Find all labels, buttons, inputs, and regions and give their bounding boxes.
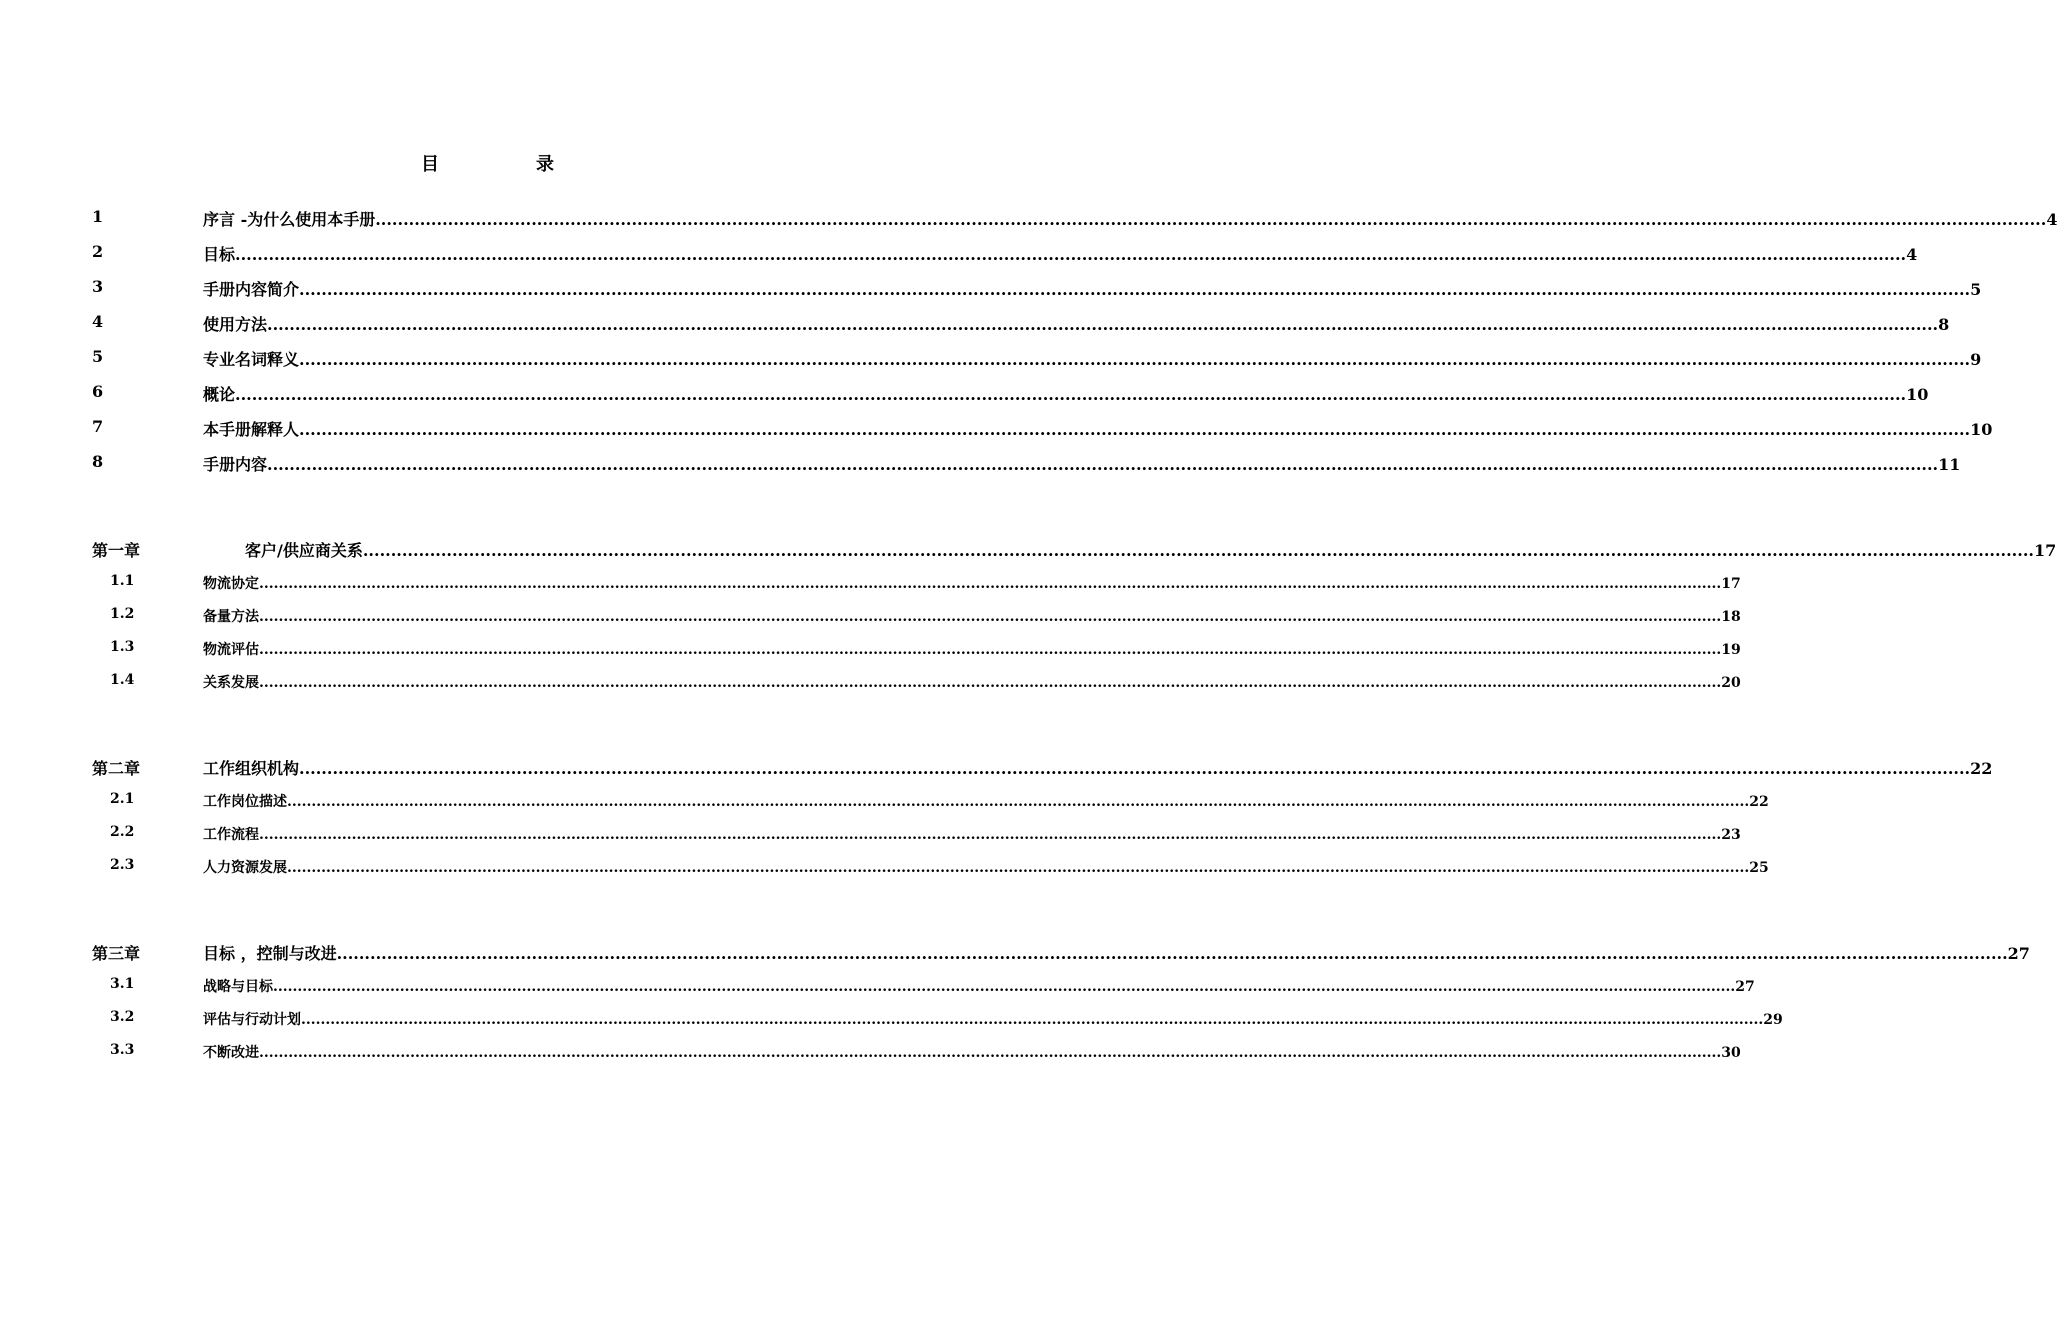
chapter-title: 工作组织机构 <box>203 759 300 778</box>
toc-entry-3[interactable] <box>0 277 1982 301</box>
toc-entry-text: 专业名词释义 <box>203 350 300 369</box>
subentry-number: 2.3 <box>110 857 135 873</box>
toc-chapter-2[interactable] <box>0 756 1993 780</box>
toc-subentry-1-3[interactable] <box>0 639 1741 663</box>
toc-entry-6[interactable] <box>0 382 1929 406</box>
subentry-number: 1.3 <box>110 639 135 655</box>
toc-entry-text: 序言 -为什么使用本手册 <box>203 210 376 229</box>
subentry-number: 3.3 <box>110 1042 135 1058</box>
toc-entry-number: 5 <box>92 347 104 366</box>
chapter-number: 第二章 <box>92 759 141 778</box>
toc-page-number: 17 <box>1721 576 1741 592</box>
subentry-text: 工作流程 <box>203 827 259 843</box>
dot-leader: ............................................................................................................................................................................................................................................................................................................ <box>301 1012 1764 1028</box>
subentry-text: 物流评估 <box>203 642 259 658</box>
toc-page-number: 19 <box>1721 642 1741 658</box>
toc-subentry-3-2[interactable] <box>0 1009 1783 1033</box>
subentry-number: 3.1 <box>110 976 135 992</box>
dot-leader: ............................................................................................................................................................................................................................................................................................................ <box>336 944 2008 963</box>
subentry-text: 人力资源发展 <box>203 860 287 876</box>
toc-entry-8[interactable] <box>0 452 1961 476</box>
dot-leader: ............................................................................................................................................................................................................................................................................................................ <box>299 759 1971 778</box>
toc-page-number: 18 <box>1721 609 1741 625</box>
toc-subentry-1-4[interactable] <box>0 672 1741 696</box>
chapter-number: 第三章 <box>92 944 141 963</box>
toc-entry-number: 7 <box>92 417 104 436</box>
toc-entry-text: 手册内容简介 <box>203 280 300 299</box>
toc-page-number: 30 <box>1721 1045 1741 1061</box>
toc-entry-number: 1 <box>92 207 104 226</box>
dot-leader: ............................................................................................................................................................................................................................................................................................................ <box>259 1045 1722 1061</box>
toc-page-number: 23 <box>1721 827 1741 843</box>
dot-leader: ............................................................................................................................................................................................................................................................................................................ <box>362 541 2034 560</box>
subentry-text: 评估与行动计划 <box>203 1012 301 1028</box>
toc-entry-number: 6 <box>92 382 104 401</box>
toc-page-number: 29 <box>1763 1012 1783 1028</box>
toc-subentry-2-2[interactable] <box>0 824 1741 848</box>
subentry-text: 关系发展 <box>203 675 259 691</box>
subentry-text: 工作岗位描述 <box>203 794 287 810</box>
toc-entry-text: 本手册解释人 <box>203 420 300 439</box>
toc-page-number: 27 <box>1735 979 1755 995</box>
toc-subentry-2-3[interactable] <box>0 857 1769 881</box>
toc-entry-2[interactable] <box>0 242 1918 266</box>
dot-leader: ............................................................................................................................................................................................................................................................................................................ <box>287 860 1750 876</box>
toc-page-number: 20 <box>1721 675 1741 691</box>
toc-entry-number: 3 <box>92 277 104 296</box>
subentry-text: 物流协定 <box>203 576 259 592</box>
toc-subentry-1-2[interactable] <box>0 606 1741 630</box>
toc-subentry-3-1[interactable] <box>0 976 1755 1000</box>
toc-page-number: 10 <box>1906 385 1929 404</box>
subentry-number: 3.2 <box>110 1009 135 1025</box>
dot-leader: ............................................................................................................................................................................................................................................................................................................ <box>235 245 1907 264</box>
toc-entry-number: 4 <box>92 312 104 331</box>
toc-subentry-3-3[interactable] <box>0 1042 1741 1066</box>
dot-leader: ............................................................................................................................................................................................................................................................................................................ <box>299 420 1971 439</box>
title-char-1: 目 <box>421 154 439 175</box>
dot-leader: ............................................................................................................................................................................................................................................................................................................ <box>259 827 1722 843</box>
dot-leader: ............................................................................................................................................................................................................................................................................................................ <box>287 794 1750 810</box>
subentry-number: 2.2 <box>110 824 135 840</box>
toc-page-number: 4 <box>1906 245 1918 264</box>
dot-leader: ............................................................................................................................................................................................................................................................................................................ <box>299 350 1971 369</box>
toc-page-number: 8 <box>1938 315 1950 334</box>
subentry-text: 战略与目标 <box>203 979 273 995</box>
toc-entry-text: 使用方法 <box>203 315 268 334</box>
toc-page-number: 22 <box>1970 759 1993 778</box>
dot-leader: ............................................................................................................................................................................................................................................................................................................ <box>267 455 1939 474</box>
toc-page-number: 11 <box>1938 455 1961 474</box>
toc-entry-text: 手册内容 <box>203 455 268 474</box>
subentry-number: 2.1 <box>110 791 135 807</box>
chapter-title: 客户/供应商关系 <box>245 541 363 560</box>
title-char-2: 录 <box>536 154 554 175</box>
toc-entry-text: 概论 <box>203 385 236 404</box>
subentry-number: 1.4 <box>110 672 135 688</box>
toc-page-number: 9 <box>1970 350 1982 369</box>
toc-entry-text: 目标 <box>203 245 236 264</box>
toc-page-number: 4 <box>2046 210 2057 229</box>
dot-leader: ............................................................................................................................................................................................................................................................................................................ <box>375 210 2047 229</box>
toc-entry-1[interactable] <box>0 207 2057 231</box>
dot-leader: ............................................................................................................................................................................................................................................................................................................ <box>235 385 1907 404</box>
dot-leader: ............................................................................................................................................................................................................................................................................................................ <box>259 576 1722 592</box>
toc-page-number: 25 <box>1749 860 1769 876</box>
toc-page-number: 10 <box>1970 420 1993 439</box>
subentry-text: 备量方法 <box>203 609 259 625</box>
toc-page-number: 22 <box>1749 794 1769 810</box>
dot-leader: ............................................................................................................................................................................................................................................................................................................ <box>267 315 1939 334</box>
dot-leader: ............................................................................................................................................................................................................................................................................................................ <box>273 979 1736 995</box>
dot-leader: ............................................................................................................................................................................................................................................................................................................ <box>259 609 1722 625</box>
subentry-text: 不断改进 <box>203 1045 259 1061</box>
toc-entry-number: 8 <box>92 452 104 471</box>
chapter-number: 第一章 <box>92 541 141 560</box>
toc-subentry-1-1[interactable] <box>0 573 1741 597</box>
dot-leader: ............................................................................................................................................................................................................................................................................................................ <box>299 280 1971 299</box>
toc-entry-7[interactable] <box>0 417 1993 441</box>
subentry-number: 1.1 <box>110 573 135 589</box>
chapter-title: 目标 ，控制与改进 <box>203 944 337 963</box>
toc-page-number: 27 <box>2007 944 2030 963</box>
toc-entry-number: 2 <box>92 242 104 261</box>
toc-entry-4[interactable] <box>0 312 1950 336</box>
toc-entry-5[interactable] <box>0 347 1982 371</box>
toc-chapter-1[interactable] <box>0 538 2057 562</box>
subentry-number: 1.2 <box>110 606 135 622</box>
toc-chapter-3[interactable] <box>0 941 2030 965</box>
dot-leader: ............................................................................................................................................................................................................................................................................................................ <box>259 642 1722 658</box>
dot-leader: ............................................................................................................................................................................................................................................................................................................ <box>259 675 1722 691</box>
toc-subentry-2-1[interactable] <box>0 791 1769 815</box>
toc-page-number: 17 <box>2033 541 2057 560</box>
toc-page-number: 5 <box>1970 280 1982 299</box>
